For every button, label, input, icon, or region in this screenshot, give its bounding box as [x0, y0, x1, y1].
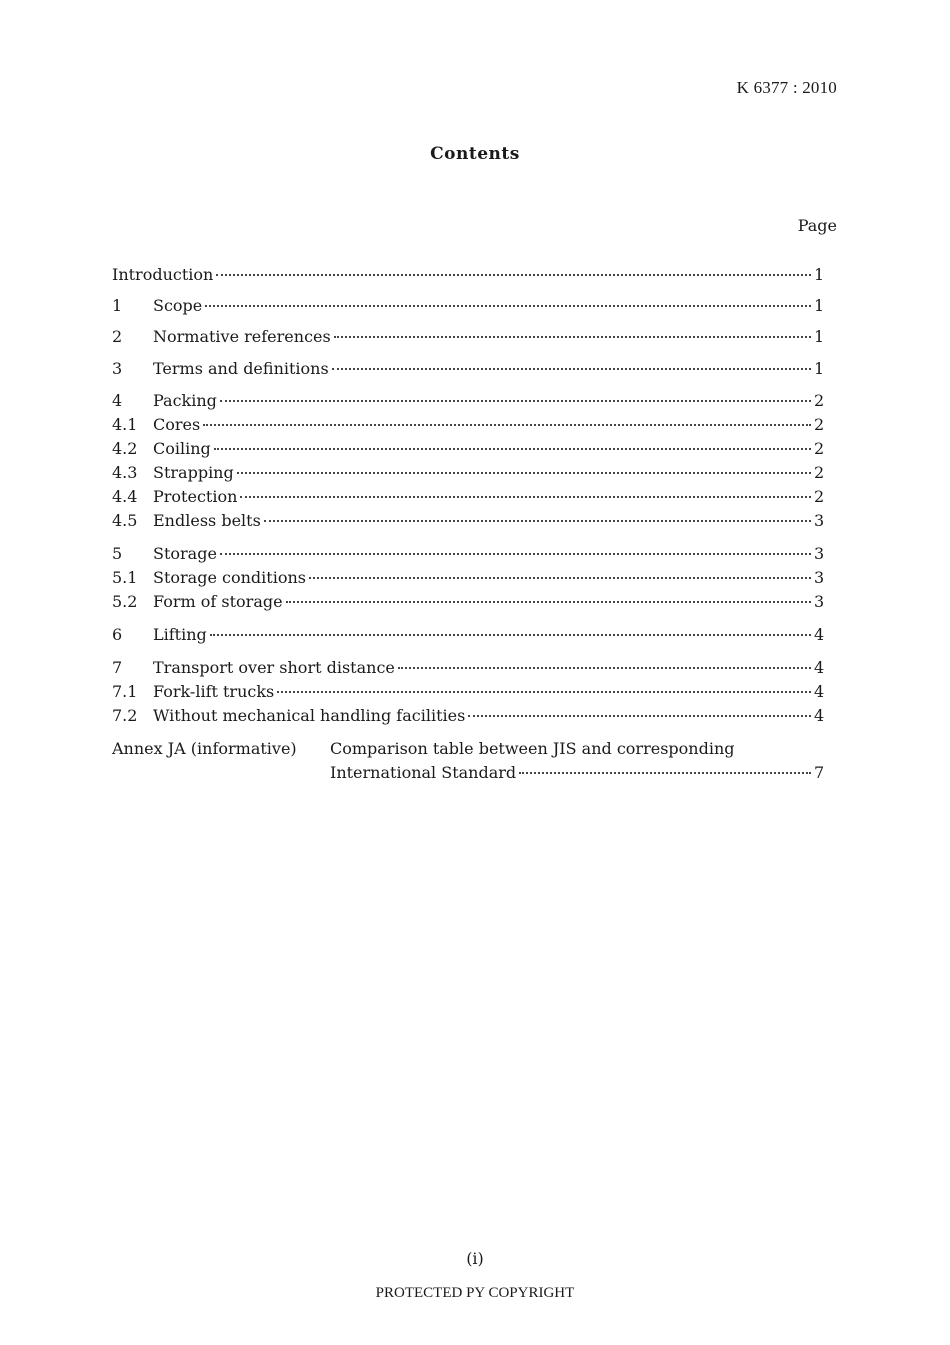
toc-entry-cores[interactable] [112, 415, 824, 437]
toc-entry-introduction[interactable] [112, 265, 824, 287]
dot-leader [334, 336, 811, 338]
toc-entry-annex-ja[interactable] [112, 739, 824, 787]
toc-entry-label: Scope [153, 296, 203, 315]
toc-entry-label: Strapping [153, 463, 234, 482]
toc-entry-endless-belts[interactable] [112, 511, 824, 533]
toc-entry-storage[interactable] [112, 544, 824, 566]
toc-entry-fork-lift-trucks[interactable] [112, 682, 824, 704]
toc-entry-page: 2 [814, 415, 825, 434]
toc-entry-page: 4 [814, 706, 825, 725]
toc-entry-label: Transport over short distance [153, 658, 395, 677]
toc-entry-page: 7 [814, 763, 825, 782]
toc-entry-page: 2 [814, 463, 825, 482]
dot-leader [468, 715, 811, 717]
toc-entry-page: 2 [814, 439, 825, 458]
toc-entry-coiling[interactable] [112, 439, 824, 461]
toc-entry-normative-references[interactable] [112, 327, 824, 349]
dot-leader [237, 472, 811, 474]
dot-leader [264, 520, 811, 522]
toc-entry-protection[interactable] [112, 487, 824, 509]
annex-title-line2-row [330, 763, 824, 782]
document-code: K 6377 : 2010 [736, 78, 837, 97]
toc-entry-number: 5 [112, 544, 123, 563]
toc-entry-page: 1 [814, 327, 825, 346]
toc-entry-label: Fork-lift trucks [153, 682, 275, 701]
toc-entry-number: 7.2 [112, 706, 138, 725]
toc-entry-page: 3 [814, 511, 825, 530]
dot-leader [220, 553, 811, 555]
dot-leader [398, 667, 811, 669]
page-title: Contents [430, 144, 520, 164]
toc-entry-number: 4.1 [112, 415, 138, 434]
toc-entry-form-of-storage[interactable] [112, 592, 824, 614]
toc-entry-number: 4.4 [112, 487, 138, 506]
toc-entry-page: 1 [814, 359, 825, 378]
footer-page-number: (i) [466, 1249, 484, 1268]
toc-entry-page: 2 [814, 487, 825, 506]
dot-leader [286, 601, 811, 603]
toc-entry-label: Endless belts [153, 511, 261, 530]
toc-entry-strapping[interactable] [112, 463, 824, 485]
page-column-label: Page [797, 216, 837, 235]
toc-entry-page: 1 [814, 265, 825, 284]
dot-leader [205, 305, 811, 307]
dot-leader [277, 691, 811, 693]
toc-entry-label: Form of storage [153, 592, 283, 611]
toc-entry-label: Cores [153, 415, 201, 434]
dot-leader [220, 400, 811, 402]
toc-entry-storage-conditions[interactable] [112, 568, 824, 590]
toc-entry-scope[interactable] [112, 296, 824, 318]
toc-entry-terms-and-definitions[interactable] [112, 359, 824, 381]
copyright-notice: PROTECTED PY COPYRIGHT [375, 1285, 575, 1301]
toc-entry-page: 1 [814, 296, 825, 315]
dot-leader [240, 496, 811, 498]
toc-entry-page: 3 [814, 568, 825, 587]
dot-leader [519, 772, 811, 774]
toc-entry-label: Normative references [153, 327, 331, 346]
dot-leader [216, 274, 811, 276]
toc-entry-number: 5.1 [112, 568, 138, 587]
toc-entry-number: 4.3 [112, 463, 138, 482]
toc-entry-number: 4.2 [112, 439, 138, 458]
toc-entry-number: 6 [112, 625, 123, 644]
toc-entry-number: 4 [112, 391, 123, 410]
toc-entry-label: Coiling [153, 439, 211, 458]
toc-entry-packing[interactable] [112, 391, 824, 413]
toc-entry-page: 4 [814, 682, 825, 701]
toc-entry-number: 7.1 [112, 682, 138, 701]
toc-entry-number: 2 [112, 327, 123, 346]
dot-leader [214, 448, 811, 450]
toc-entry-number: 7 [112, 658, 123, 677]
toc-entry-label: Lifting [153, 625, 207, 644]
toc-entry-lifting[interactable] [112, 625, 824, 647]
toc-entry-page: 4 [814, 658, 825, 677]
dot-leader [309, 577, 811, 579]
toc-entry-without-mechanical-handling[interactable] [112, 706, 824, 728]
annex-prefix: Annex JA (informative) [112, 739, 297, 758]
toc-entry-label: Storage conditions [153, 568, 306, 587]
dot-leader [332, 368, 811, 370]
annex-title-line1: Comparison table between JIS and corresponding [330, 739, 735, 758]
toc-entry-label: Introduction [112, 265, 214, 284]
toc-entry-label: Protection [153, 487, 238, 506]
toc-entry-page: 4 [814, 625, 825, 644]
toc-entry-label: Terms and definitions [153, 359, 329, 378]
toc-entry-page: 3 [814, 592, 825, 611]
dot-leader [203, 424, 811, 426]
toc-entry-page: 3 [814, 544, 825, 563]
toc-entry-transport[interactable] [112, 658, 824, 680]
toc-entry-number: 1 [112, 296, 123, 315]
toc-entry-label: Without mechanical handling facilities [153, 706, 466, 725]
annex-title-line2: International Standard [330, 763, 517, 782]
dot-leader [210, 634, 811, 636]
toc-entry-page: 2 [814, 391, 825, 410]
toc-entry-number: 3 [112, 359, 123, 378]
toc-entry-number: 5.2 [112, 592, 138, 611]
toc-entry-label: Storage [153, 544, 217, 563]
toc-entry-number: 4.5 [112, 511, 138, 530]
toc-entry-label: Packing [153, 391, 217, 410]
